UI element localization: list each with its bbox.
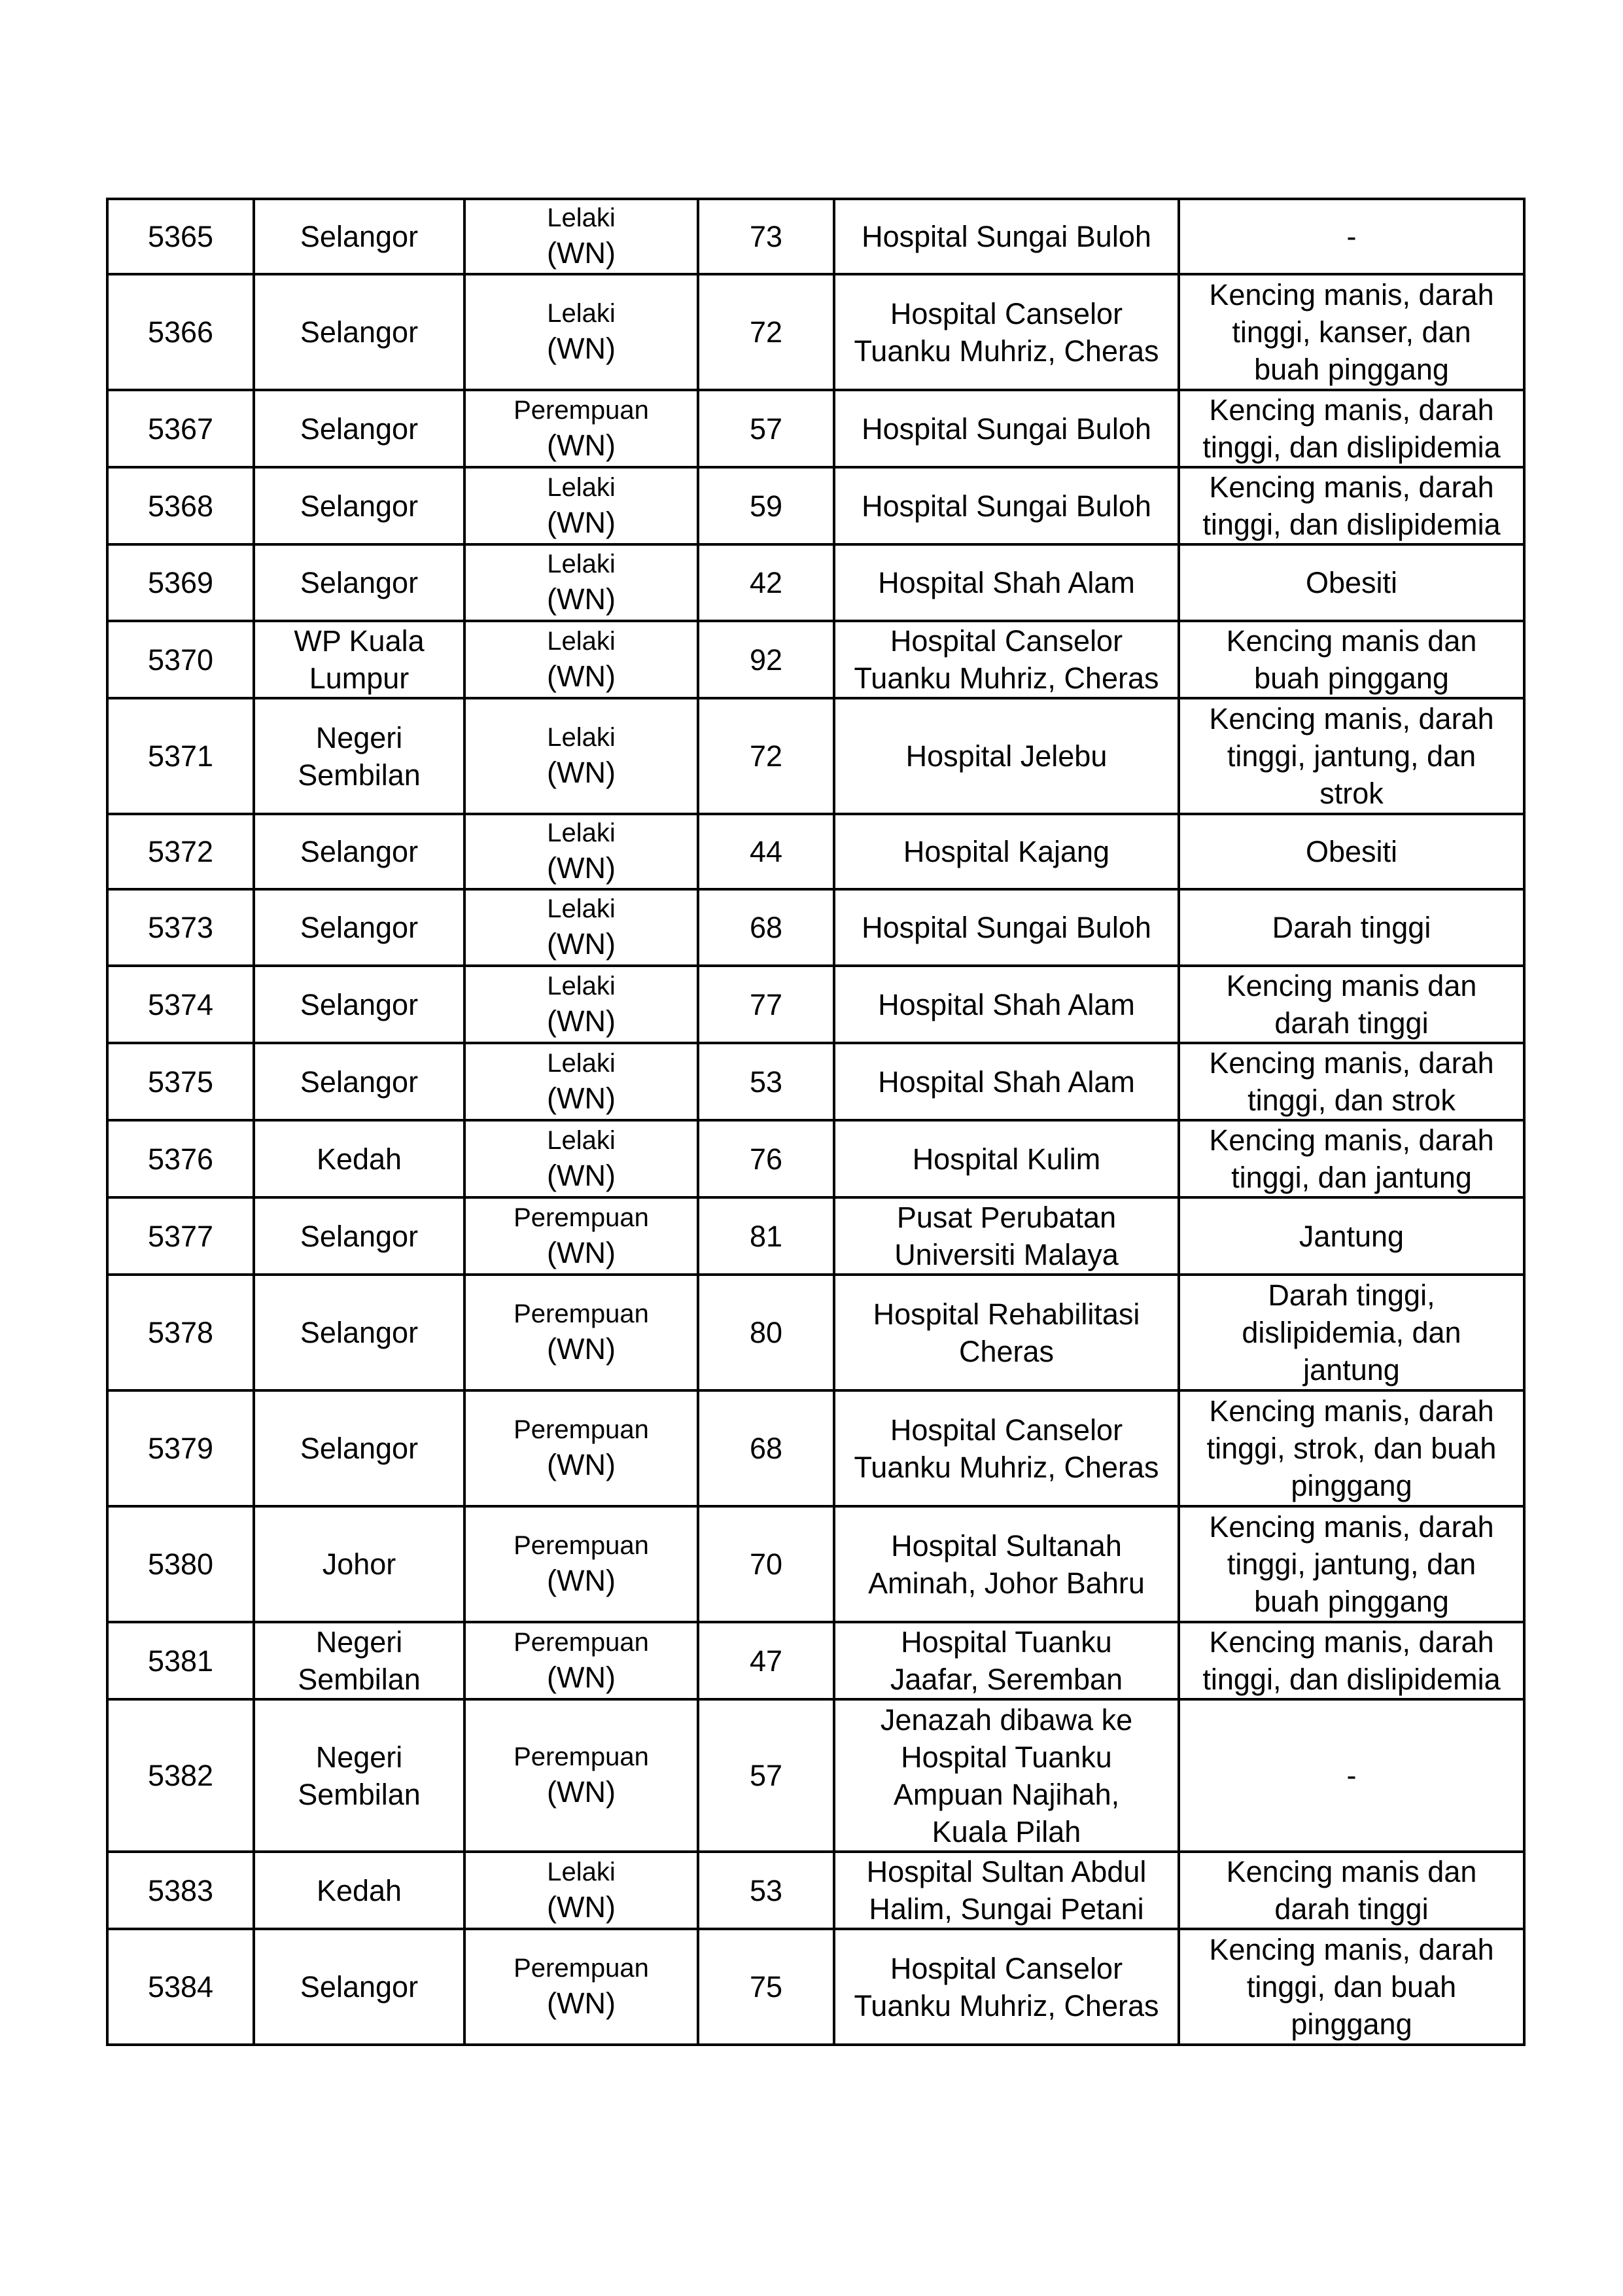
cell-line: Selangor [300, 1219, 419, 1253]
cell-line: Kencing manis, darah [1209, 1510, 1494, 1544]
case-number-cell: 5378 [107, 1275, 254, 1390]
cell-line: pinggang [1291, 2007, 1412, 2041]
cell-line: Hospital Sungai Buloh [862, 489, 1151, 523]
age-cell: 57 [698, 390, 834, 467]
table-row [107, 1275, 1524, 1390]
table-row [107, 467, 1524, 544]
hospital-cell [834, 814, 1179, 889]
cell-line: Hospital Tuanku [901, 1625, 1112, 1659]
table-row [107, 1390, 1524, 1506]
comorbidity-cell [1179, 544, 1524, 621]
gender-label: Perempuan [514, 1415, 649, 1444]
cell-line: Kedah [316, 1142, 402, 1176]
gender-cell [464, 1197, 698, 1275]
cell-line: - [1346, 220, 1357, 253]
cell-line: Hospital Canselor [890, 1951, 1123, 1985]
case-number-cell: 5371 [107, 698, 254, 814]
cell-line: Kencing manis, darah [1209, 393, 1494, 427]
comorbidity-cell [1179, 1622, 1524, 1699]
state-cell [254, 889, 464, 966]
cell-line: buah pinggang [1254, 353, 1449, 386]
cell-line: Sembilan [298, 1663, 421, 1696]
citizenship-label: (WN) [547, 1158, 616, 1192]
state-cell [254, 274, 464, 390]
cell-line: Universiti Malaya [894, 1238, 1119, 1271]
cell-line: tinggi, strok, dan buah [1206, 1432, 1497, 1465]
comorbidity-cell [1179, 1120, 1524, 1197]
cell-line: Tuanku Muhriz, Cheras [854, 1450, 1159, 1484]
cell-line: Hospital Shah Alam [878, 566, 1135, 599]
hospital-cell [834, 1043, 1179, 1120]
citizenship-label: (WN) [547, 1987, 616, 2020]
state-cell [254, 698, 464, 814]
cell-line: Hospital Kulim [912, 1142, 1101, 1176]
gender-cell [464, 1120, 698, 1197]
comorbidity-cell [1179, 814, 1524, 889]
state-cell [254, 1390, 464, 1506]
citizenship-label: (WN) [547, 332, 616, 365]
gender-cell [464, 1929, 698, 2045]
age-cell: 72 [698, 698, 834, 814]
cell-line: Hospital Rehabilitasi [873, 1297, 1140, 1331]
cell-line: Selangor [300, 1970, 419, 2004]
comorbidity-cell [1179, 1506, 1524, 1622]
cell-line: Selangor [300, 1065, 419, 1099]
table-row [107, 1043, 1524, 1120]
state-cell [254, 199, 464, 274]
cell-line: Negeri [315, 1625, 403, 1659]
cell-line: Hospital Sultan Abdul [866, 1855, 1147, 1888]
death-cases-table [106, 198, 1526, 2046]
gender-label: Lelaki [547, 550, 616, 578]
citizenship-label: (WN) [547, 927, 616, 961]
cell-line: tinggi, dan buah [1246, 1970, 1457, 2004]
cell-line: Obesiti [1305, 835, 1398, 868]
table-row [107, 199, 1524, 274]
age-cell: 77 [698, 966, 834, 1043]
state-cell [254, 621, 464, 698]
citizenship-label: (WN) [547, 1448, 616, 1481]
cell-line: Obesiti [1305, 566, 1398, 599]
citizenship-label: (WN) [547, 582, 616, 616]
cell-line: Pusat Perubatan [896, 1201, 1117, 1234]
state-cell [254, 1120, 464, 1197]
case-number-cell: 5384 [107, 1929, 254, 2045]
cell-line: Hospital Canselor [890, 1413, 1123, 1447]
hospital-cell [834, 467, 1179, 544]
case-number-cell: 5376 [107, 1120, 254, 1197]
cell-line: tinggi, dan strok [1248, 1084, 1456, 1117]
cell-line: Selangor [300, 220, 419, 253]
cell-line: WP Kuala [294, 624, 425, 658]
cell-line: darah tinggi [1274, 1892, 1429, 1926]
cell-line: darah tinggi [1274, 1006, 1429, 1040]
age-cell: 73 [698, 199, 834, 274]
hospital-cell [834, 1852, 1179, 1929]
hospital-cell [834, 1390, 1179, 1506]
gender-label: Lelaki [547, 971, 616, 1000]
hospital-cell [834, 390, 1179, 467]
gender-label: Lelaki [547, 894, 616, 923]
cell-line: Kencing manis, darah [1209, 1046, 1494, 1080]
state-cell [254, 1506, 464, 1622]
cell-line: Hospital Jelebu [905, 739, 1108, 773]
gender-cell [464, 814, 698, 889]
citizenship-label: (WN) [547, 1890, 616, 1924]
citizenship-label: (WN) [547, 851, 616, 885]
state-cell [254, 1929, 464, 2045]
gender-label: Perempuan [514, 1203, 649, 1232]
gender-label: Lelaki [547, 1125, 616, 1155]
gender-label: Lelaki [547, 1048, 616, 1078]
hospital-cell [834, 889, 1179, 966]
cell-line: Hospital Sultanah [891, 1528, 1122, 1563]
cell-line: Selangor [300, 566, 419, 599]
cell-line: Hospital Sungai Buloh [862, 911, 1151, 944]
case-number-cell: 5379 [107, 1390, 254, 1506]
state-cell [254, 814, 464, 889]
case-number-cell: 5380 [107, 1506, 254, 1622]
state-cell [254, 1852, 464, 1929]
hospital-cell [834, 966, 1179, 1043]
state-cell [254, 390, 464, 467]
cell-line: buah pinggang [1254, 662, 1449, 695]
gender-cell [464, 467, 698, 544]
gender-cell [464, 1390, 698, 1506]
cell-line: Hospital Shah Alam [878, 987, 1135, 1021]
table-row [107, 1852, 1524, 1929]
cell-line: Kencing manis dan [1226, 624, 1477, 658]
gender-cell [464, 621, 698, 698]
gender-label: Perempuan [514, 1299, 649, 1328]
gender-label: Lelaki [547, 723, 616, 752]
age-cell: 47 [698, 1622, 834, 1699]
case-number-cell: 5368 [107, 467, 254, 544]
citizenship-label: (WN) [547, 1775, 616, 1809]
cell-line: Tuanku Muhriz, Cheras [854, 1988, 1159, 2022]
hospital-cell [834, 544, 1179, 621]
state-cell [254, 966, 464, 1043]
gender-label: Lelaki [547, 626, 616, 656]
gender-cell [464, 1622, 698, 1699]
comorbidity-cell [1179, 1390, 1524, 1506]
gender-label: Perempuan [514, 1742, 649, 1771]
citizenship-label: (WN) [547, 659, 616, 693]
comorbidity-cell [1179, 698, 1524, 814]
cell-line: strok [1319, 777, 1384, 810]
cell-line: Sembilan [298, 1777, 421, 1811]
cell-line: Selangor [300, 911, 419, 944]
table-row [107, 274, 1524, 390]
citizenship-label: (WN) [547, 1660, 616, 1694]
citizenship-label: (WN) [547, 1332, 616, 1366]
gender-cell [464, 889, 698, 966]
citizenship-label: (WN) [547, 1564, 616, 1597]
gender-label: Lelaki [547, 1857, 616, 1886]
gender-cell [464, 1699, 698, 1852]
cell-line: Selangor [300, 489, 419, 523]
table-body [107, 199, 1524, 2045]
table-row [107, 889, 1524, 966]
comorbidity-cell [1179, 889, 1524, 966]
cell-line: Selangor [300, 412, 419, 446]
cell-line: Negeri [315, 1740, 403, 1774]
gender-cell [464, 1506, 698, 1622]
cell-line: Lumpur [309, 662, 410, 695]
case-number-cell: 5373 [107, 889, 254, 966]
gender-label: Lelaki [547, 819, 616, 847]
gender-label: Lelaki [547, 299, 616, 328]
citizenship-label: (WN) [547, 428, 616, 462]
cell-line: Kencing manis dan [1226, 969, 1477, 1002]
case-number-cell: 5366 [107, 274, 254, 390]
comorbidity-cell [1179, 467, 1524, 544]
gender-label: Perempuan [514, 395, 649, 425]
case-number-cell: 5374 [107, 966, 254, 1043]
gender-label: Perempuan [514, 1954, 649, 1983]
cell-line: Hospital Kajang [903, 835, 1110, 868]
case-number-cell: 5365 [107, 199, 254, 274]
hospital-cell [834, 1120, 1179, 1197]
age-cell: 75 [698, 1929, 834, 2045]
cell-line: Hospital Tuanku [901, 1740, 1112, 1774]
comorbidity-cell [1179, 274, 1524, 390]
state-cell [254, 1197, 464, 1275]
gender-cell [464, 199, 698, 274]
hospital-cell [834, 1275, 1179, 1390]
cell-line: Jantung [1299, 1219, 1405, 1253]
cell-line: Selangor [300, 1432, 419, 1465]
cell-line: Kencing manis, darah [1209, 1394, 1494, 1428]
cell-line: Kencing manis, darah [1209, 1625, 1494, 1659]
table-row [107, 1120, 1524, 1197]
age-cell: 53 [698, 1852, 834, 1929]
hospital-cell [834, 1506, 1179, 1622]
case-number-cell: 5383 [107, 1852, 254, 1929]
cell-line: tinggi, dan dislipidemia [1202, 1663, 1501, 1696]
cell-line: Kencing manis, darah [1209, 1123, 1494, 1157]
cell-line: Ampuan Najihah, [893, 1777, 1120, 1811]
case-number-cell: 5377 [107, 1197, 254, 1275]
citizenship-label: (WN) [547, 1081, 616, 1115]
state-cell [254, 1275, 464, 1390]
cell-line: tinggi, kanser, dan [1232, 315, 1471, 349]
table-row [107, 1506, 1524, 1622]
table-row [107, 698, 1524, 814]
hospital-cell [834, 1929, 1179, 2045]
gender-cell [464, 966, 698, 1043]
gender-label: Perempuan [514, 1531, 649, 1560]
cell-line: Kencing manis, darah [1209, 278, 1494, 311]
age-cell: 92 [698, 621, 834, 698]
cell-line: Hospital Sungai Buloh [862, 220, 1151, 253]
age-cell: 44 [698, 814, 834, 889]
cell-line: dislipidemia, dan [1242, 1316, 1461, 1349]
age-cell: 72 [698, 274, 834, 390]
table-row [107, 390, 1524, 467]
citizenship-label: (WN) [547, 236, 616, 270]
age-cell: 80 [698, 1275, 834, 1390]
cell-line: Selangor [300, 315, 419, 349]
gender-cell [464, 274, 698, 390]
cell-line: tinggi, dan dislipidemia [1202, 431, 1501, 464]
hospital-cell [834, 199, 1179, 274]
cell-line: Jenazah dibawa ke [880, 1703, 1133, 1737]
cell-line: jantung [1303, 1353, 1400, 1386]
cell-line: Aminah, Johor Bahru [868, 1566, 1145, 1600]
age-cell: 59 [698, 467, 834, 544]
gender-cell [464, 1275, 698, 1390]
comorbidity-cell [1179, 1275, 1524, 1390]
cell-line: Kedah [316, 1873, 402, 1907]
cell-line: Johor [322, 1547, 396, 1581]
age-cell: 57 [698, 1699, 834, 1852]
state-cell [254, 1699, 464, 1852]
cell-line: Tuanku Muhriz, Cheras [854, 662, 1159, 695]
hospital-cell [834, 274, 1179, 390]
cell-line: - [1346, 1759, 1357, 1792]
cell-line: Selangor [300, 987, 419, 1021]
comorbidity-cell [1179, 1197, 1524, 1275]
state-cell [254, 467, 464, 544]
table-row [107, 1699, 1524, 1852]
comorbidity-cell [1179, 390, 1524, 467]
age-cell: 68 [698, 1390, 834, 1506]
comorbidity-cell [1179, 1852, 1524, 1929]
table-row [107, 966, 1524, 1043]
cell-line: tinggi, dan dislipidemia [1202, 508, 1501, 541]
age-cell: 70 [698, 1506, 834, 1622]
case-number-cell: 5375 [107, 1043, 254, 1120]
citizenship-label: (WN) [547, 505, 616, 539]
cell-line: Darah tinggi, [1268, 1279, 1435, 1312]
case-number-cell: 5381 [107, 1622, 254, 1699]
hospital-cell [834, 621, 1179, 698]
case-number-cell: 5369 [107, 544, 254, 621]
table-row [107, 1622, 1524, 1699]
comorbidity-cell [1179, 199, 1524, 274]
cell-line: Cheras [958, 1334, 1055, 1368]
gender-cell [464, 544, 698, 621]
citizenship-label: (WN) [547, 1004, 616, 1038]
table-row [107, 621, 1524, 698]
table-row [107, 814, 1524, 889]
table-row [107, 1929, 1524, 2045]
hospital-cell [834, 1197, 1179, 1275]
cell-line: Halim, Sungai Petani [869, 1892, 1144, 1926]
hospital-cell [834, 1699, 1179, 1852]
case-number-cell: 5372 [107, 814, 254, 889]
age-cell: 68 [698, 889, 834, 966]
comorbidity-cell [1179, 966, 1524, 1043]
cell-line: Tuanku Muhriz, Cheras [854, 334, 1159, 368]
cell-line: tinggi, dan jantung [1231, 1161, 1472, 1194]
cell-line: Darah tinggi [1272, 911, 1431, 944]
cell-line: Kencing manis, darah [1209, 702, 1494, 735]
cell-line: Hospital Canselor [890, 296, 1123, 330]
comorbidity-cell [1179, 1929, 1524, 2045]
gender-label: Lelaki [547, 472, 616, 502]
cell-line: Kencing manis, darah [1209, 470, 1494, 504]
gender-cell [464, 1852, 698, 1929]
cell-line: Kencing manis dan [1226, 1855, 1477, 1888]
comorbidity-cell [1179, 1043, 1524, 1120]
state-cell [254, 1622, 464, 1699]
case-number-cell: 5370 [107, 621, 254, 698]
cell-line: Hospital Canselor [890, 624, 1123, 658]
comorbidity-cell [1179, 621, 1524, 698]
cell-line: Kencing manis, darah [1209, 1933, 1494, 1966]
table-row [107, 1197, 1524, 1275]
age-cell: 76 [698, 1120, 834, 1197]
citizenship-label: (WN) [547, 1235, 616, 1269]
cell-line: tinggi, jantung, dan [1227, 739, 1476, 773]
cell-line: Kuala Pilah [932, 1814, 1081, 1848]
hospital-cell [834, 1622, 1179, 1699]
citizenship-label: (WN) [547, 756, 616, 789]
gender-label: Lelaki [547, 203, 616, 232]
cell-line: Hospital Shah Alam [878, 1065, 1135, 1099]
cell-line: Selangor [300, 1316, 419, 1349]
cell-line: buah pinggang [1254, 1585, 1449, 1618]
age-cell: 42 [698, 544, 834, 621]
cell-line: Hospital Sungai Buloh [862, 412, 1151, 446]
case-number-cell: 5382 [107, 1699, 254, 1852]
cell-line: Sembilan [298, 758, 421, 792]
comorbidity-cell [1179, 1699, 1524, 1852]
gender-cell [464, 390, 698, 467]
hospital-cell [834, 698, 1179, 814]
table-row [107, 544, 1524, 621]
age-cell: 53 [698, 1043, 834, 1120]
cell-line: pinggang [1291, 1469, 1412, 1502]
state-cell [254, 544, 464, 621]
gender-cell [464, 1043, 698, 1120]
state-cell [254, 1043, 464, 1120]
gender-label: Perempuan [514, 1627, 649, 1657]
cell-line: Selangor [300, 835, 419, 868]
case-number-cell: 5367 [107, 390, 254, 467]
cell-line: Negeri [315, 720, 403, 754]
gender-cell [464, 698, 698, 814]
cell-line: Jaafar, Seremban [890, 1663, 1123, 1696]
age-cell: 81 [698, 1197, 834, 1275]
cell-line: tinggi, jantung, dan [1227, 1547, 1476, 1581]
